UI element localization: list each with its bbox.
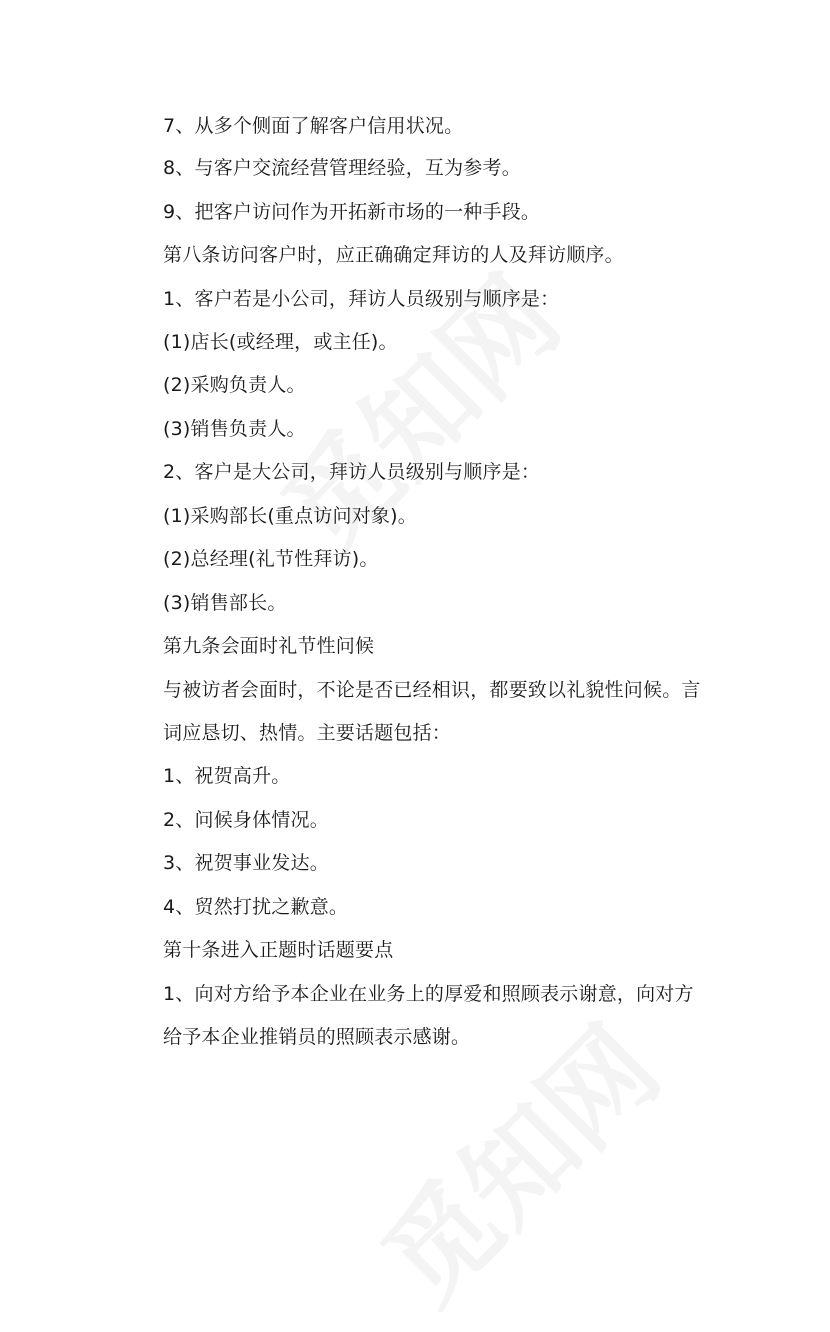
section-heading: 第十条进入正题时话题要点: [163, 939, 394, 961]
text-line: 1、祝贺高升。: [163, 765, 291, 787]
section-heading: 第八条访问客户时，应正确确定拜访的人及拜访顺序。: [163, 244, 624, 266]
text-line: 2、问候身体情况。: [163, 809, 329, 831]
text-line: 给予本企业推销员的照顾表示感谢。: [163, 1026, 471, 1048]
text-line: (2)总经理(礼节性拜访)。: [163, 548, 379, 570]
text-line: (2)采购负责人。: [163, 374, 306, 396]
text-line: 4、贸然打扰之歉意。: [163, 896, 349, 918]
text-line: 7、从多个侧面了解客户信用状况。: [163, 115, 464, 137]
text-line: (3)销售负责人。: [163, 418, 306, 440]
text-line: 3、祝贺事业发达。: [163, 852, 329, 874]
text-line: 1、客户若是小公司，拜访人员级别与顺序是：: [163, 288, 560, 310]
text-line: 1、向对方给予本企业在业务上的厚爱和照顾表示谢意，向对方: [163, 983, 694, 1005]
text-line: 9、把客户访问作为开拓新市场的一种手段。: [163, 201, 541, 223]
section-heading: 第九条会面时礼节性问候: [163, 635, 375, 657]
text-line: 2、客户是大公司，拜访人员级别与顺序是：: [163, 461, 541, 483]
text-line: 与被访者会面时，不论是否已经相识，都要致以礼貌性问候。言: [163, 679, 701, 701]
text-line: 词应恳切、热情。主要话题包括：: [163, 722, 452, 744]
text-line: (1)采购部长(重点访问对象)。: [163, 505, 417, 527]
text-line: 8、与客户交流经营管理经验，互为参考。: [163, 157, 521, 179]
text-line: (3)销售部长。: [163, 592, 287, 614]
text-line: (1)店长(或经理，或主任)。: [163, 331, 398, 353]
